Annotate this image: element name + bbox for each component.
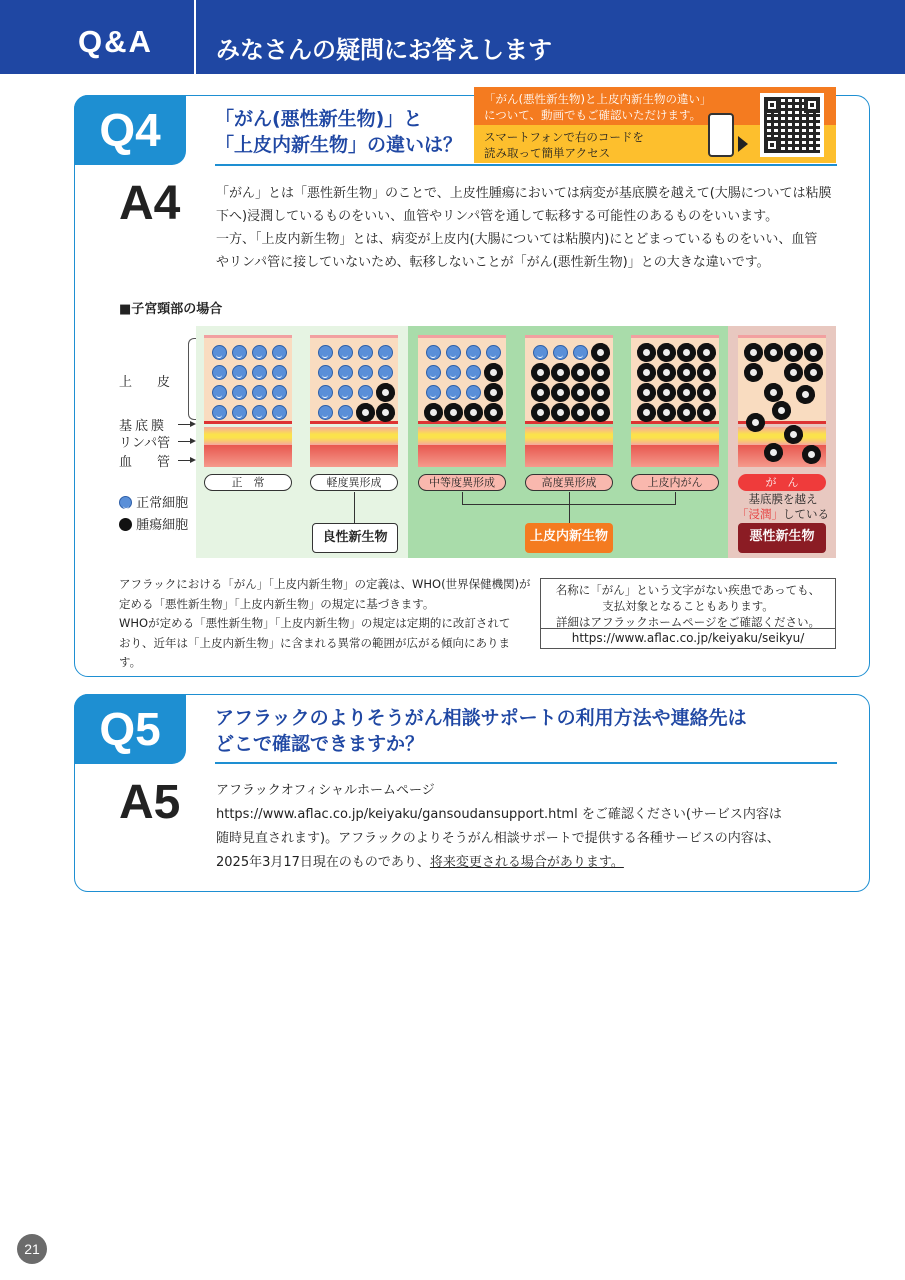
normal-cell-icon: [553, 345, 568, 360]
normal-cell-icon: [272, 365, 287, 380]
normal-cell-icon: [533, 345, 548, 360]
a4-label: A4: [119, 177, 181, 230]
normal-cell-icon: [272, 385, 287, 400]
q4-title-line1: 「がん(悪性新生物)」と: [215, 108, 423, 130]
invasion-line1: 基底膜を越え: [748, 492, 818, 506]
tumor-cell-icon: [748, 415, 763, 430]
q4-title-underline: [215, 164, 837, 166]
tumor-cell-icon: [786, 345, 801, 360]
note-line: 名称に「がん」という文字がない疾患であっても、: [555, 583, 821, 597]
normal-cell-icon: [466, 345, 481, 360]
tumor-cell-icon: [679, 385, 694, 400]
tumor-cell-icon: [378, 385, 393, 400]
normal-cell-icon: [252, 345, 267, 360]
legend-tumor-label: 腫瘍細胞: [136, 518, 189, 533]
qa-label: Q&A: [78, 24, 153, 59]
tumor-cell-icon: [426, 405, 441, 420]
stage-label: 中等度異形成: [418, 474, 506, 491]
tumor-cell-icon: [659, 405, 674, 420]
normal-cell-icon: [486, 345, 501, 360]
arrow-right-icon: [738, 136, 748, 152]
gansoudan-url-link[interactable]: https://www.aflac.co.jp/keiyaku/gansoudansupport.html をご確認ください(サービス内容は: [216, 807, 782, 822]
a5-line: 随時見直されます)。アフラックのよりそうがん相談サポートで提供する各種サービスの内容は、: [216, 831, 780, 846]
stage-label: が ん: [738, 474, 826, 491]
tumor-cell-icon: [639, 365, 654, 380]
note-line: アフラックにおける「がん」「上皮内新生物」の定義は、WHO(世界保健機関)が: [119, 577, 531, 591]
tumor-cell-icon: [446, 405, 461, 420]
normal-cell-icon: [318, 385, 333, 400]
stage-panel: [631, 335, 719, 467]
tumor-cell-icon: [639, 405, 654, 420]
payment-note-text: [541, 579, 835, 629]
normal-cell-icon: [358, 345, 373, 360]
q5-title-underline: [215, 762, 837, 764]
tumor-cell-icon: [593, 345, 608, 360]
tumor-cell-icon: [553, 365, 568, 380]
video-text: 「がん(悪性新生物)と上皮内新生物の違い」: [484, 92, 712, 106]
figure-title: ■子宮頸部の場合: [119, 302, 223, 317]
tumor-cell-icon: [659, 385, 674, 400]
a5-change-notice: 将来変更される場合があります。: [429, 855, 624, 870]
normal-cell-icon: [212, 385, 227, 400]
cervix-figure: [196, 326, 836, 558]
definition-note: [119, 575, 531, 673]
stage-label: 正 常: [204, 474, 292, 491]
tissue-layer: [418, 445, 506, 467]
normal-cell-icon: [466, 365, 481, 380]
page-header: [0, 0, 905, 74]
video-banner-bottom: [474, 125, 742, 163]
payment-note-box: [540, 578, 836, 649]
header-divider: [194, 0, 196, 74]
tumor-cell-icon: [553, 405, 568, 420]
normal-cell-icon: [272, 405, 287, 420]
normal-cell-icon: [466, 385, 481, 400]
tumor-cell-icon: [806, 345, 821, 360]
tumor-cell-icon: [766, 385, 781, 400]
tumor-cell-icon: [639, 345, 654, 360]
q4-title: [215, 106, 462, 158]
normal-cell-icon: [252, 365, 267, 380]
invasion-word: 「浸潤」: [737, 507, 783, 521]
normal-cell-icon: [318, 345, 333, 360]
q4-title-line2: 「上皮内新生物」の違いは？: [215, 134, 463, 156]
tumor-cell-icon: [699, 385, 714, 400]
tissue-layer: [310, 427, 398, 445]
q5-tab: Q5: [74, 694, 186, 764]
normal-cell-icon: [212, 405, 227, 420]
tumor-cell-icon: [699, 365, 714, 380]
tissue-layer: [204, 427, 292, 445]
video-text: 読み取って簡単アクセス: [484, 146, 611, 160]
tumor-cell-icon: [766, 445, 781, 460]
stage-label: 上皮内がん: [631, 474, 719, 491]
stage-panel: [204, 335, 292, 467]
normal-cell-icon: [378, 345, 393, 360]
connector-line: [462, 492, 463, 504]
arrow-right-icon: [178, 460, 194, 461]
stage-label: 軽度異形成: [310, 474, 398, 491]
q4-tab: Q4: [74, 95, 186, 165]
tumor-cell-icon: [593, 365, 608, 380]
normal-cell-icon: [446, 385, 461, 400]
normal-cell-icon: [252, 405, 267, 420]
tumor-cell-icon: [593, 385, 608, 400]
tissue-layer: [204, 421, 292, 424]
tumor-cell-icon: [699, 405, 714, 420]
qr-code[interactable]: [760, 93, 824, 157]
normal-cell-icon: [358, 365, 373, 380]
q5-title: [215, 705, 747, 757]
a4-line: 一方、「上皮内新生物」とは、病変が上皮内(大腸については粘膜内)にとどまっているものをいい、血管: [216, 232, 818, 247]
legend-normal-label: 正常細胞: [136, 496, 189, 511]
note-line: WHOが定める「悪性新生物」「上皮内新生物」の規定は定期的に改訂されて: [119, 616, 511, 630]
stage-panel: [525, 335, 613, 467]
stage-panel: [418, 335, 506, 467]
legend-tumor: [119, 514, 188, 533]
tumor-cell-icon: [806, 365, 821, 380]
video-banner-top: [474, 87, 742, 125]
qr-code-icon: [764, 97, 820, 153]
tumor-cell-icon: [679, 345, 694, 360]
group-intraepithelial-tag: 上皮内新生物: [525, 523, 613, 553]
a4-line: 「がん」とは「悪性新生物」のことで、上皮性腫瘍においては病変が基底膜を越えて(大腸については粘膜: [216, 186, 832, 201]
tumor-cell-icon: [593, 405, 608, 420]
normal-cell-icon: [232, 405, 247, 420]
a5-date-text: 2025年3月17日現在のものであり、: [216, 855, 430, 870]
tumor-cell-icon: [119, 518, 132, 531]
video-text: スマートフォンで右のコードを: [484, 130, 644, 144]
tumor-cell-icon: [766, 345, 781, 360]
tumor-cell-icon: [746, 345, 761, 360]
tumor-cell-icon: [786, 365, 801, 380]
smartphone-icon: [708, 113, 734, 157]
tumor-cell-icon: [798, 387, 813, 402]
tumor-cell-icon: [679, 405, 694, 420]
note-line: 詳細はアフラックホームページをご確認ください。: [555, 615, 821, 629]
normal-cell-icon: [232, 385, 247, 400]
legend-normal: [119, 492, 188, 511]
normal-cell-icon: [318, 405, 333, 420]
normal-cell-icon: [338, 405, 353, 420]
a4-body: [216, 182, 856, 274]
page-number: 21: [17, 1234, 47, 1264]
tumor-cell-icon: [533, 385, 548, 400]
tumor-cell-icon: [378, 405, 393, 420]
normal-cell-icon: [358, 385, 373, 400]
header-title: みなさんの疑問にお答えします: [216, 36, 552, 64]
tissue-layer: [631, 427, 719, 445]
invasion-suffix: している: [783, 507, 829, 521]
normal-cell-icon: [446, 345, 461, 360]
tumor-cell-icon: [533, 365, 548, 380]
tissue-layer: [631, 445, 719, 467]
tumor-cell-icon: [533, 405, 548, 420]
layer-label-lymph: リンパ管: [119, 436, 171, 451]
invasion-line2: [733, 507, 833, 522]
video-banner[interactable]: [474, 87, 836, 163]
tumor-cell-icon: [358, 405, 373, 420]
tumor-cell-icon: [573, 405, 588, 420]
normal-cell-icon: [426, 365, 441, 380]
a4-line: 下へ)浸潤しているものをいい、血管やリンパ管を通して転移する可能性のあるものをいいます。: [216, 209, 779, 224]
a5-line: [216, 851, 856, 875]
normal-cell-icon: [338, 345, 353, 360]
arrow-right-icon: [178, 441, 194, 442]
stage-label: 高度異形成: [525, 474, 613, 491]
note-line: 定める「悪性新生物」「上皮内新生物」の規定に基づきます。: [119, 596, 435, 611]
tumor-cell-icon: [553, 385, 568, 400]
tissue-layer: [525, 427, 613, 445]
epithelium-bracket: [188, 338, 196, 420]
normal-cell-icon: [212, 365, 227, 380]
connector-line: [354, 492, 355, 524]
tumor-cell-icon: [786, 427, 801, 442]
a4-line: やリンパ管に接していないため、転移しないことが「がん(悪性新生物)」との大きな違いです。: [216, 255, 770, 270]
normal-cell-icon: [573, 345, 588, 360]
tissue-layer: [310, 445, 398, 467]
a5-line: アフラックオフィシャルホームページ: [216, 783, 435, 798]
layer-label-basement-membrane: 基底膜: [119, 419, 168, 434]
a5-label: A5: [119, 776, 181, 829]
normal-cell-icon: [338, 385, 353, 400]
normal-cell-icon: [446, 365, 461, 380]
group-benign-tag: 良性新生物: [312, 523, 398, 553]
normal-cell-icon: [252, 385, 267, 400]
q5-box: [74, 694, 870, 892]
normal-cell-icon: [272, 345, 287, 360]
tumor-cell-icon: [486, 365, 501, 380]
tumor-cell-icon: [659, 365, 674, 380]
connector-line: [675, 492, 676, 504]
tumor-cell-icon: [573, 385, 588, 400]
group-malignant-tag: 悪性新生物: [738, 523, 826, 553]
tumor-cell-icon: [699, 345, 714, 360]
tissue-layer: [204, 445, 292, 467]
tumor-cell-icon: [486, 405, 501, 420]
connector-line: [462, 504, 676, 505]
tumor-cell-icon: [804, 447, 819, 462]
arrow-right-icon: [178, 424, 194, 425]
invasion-note: [733, 492, 833, 522]
connector-line: [569, 492, 570, 524]
q5-title-line1: アフラックのよりそうがん相談サポートの利用方法や連絡先は: [215, 707, 747, 729]
tumor-cell-icon: [679, 365, 694, 380]
layer-label-epithelium: 上 皮: [119, 375, 177, 390]
tissue-layer: [418, 427, 506, 445]
tumor-cell-icon: [774, 403, 789, 418]
tumor-cell-icon: [639, 385, 654, 400]
normal-cell-icon: [318, 365, 333, 380]
normal-cell-icon: [232, 365, 247, 380]
stage-panel: [310, 335, 398, 467]
tumor-cell-icon: [466, 405, 481, 420]
tumor-cell-icon: [659, 345, 674, 360]
normal-cell-icon: [232, 345, 247, 360]
tumor-cell-icon: [746, 365, 761, 380]
stage-panel: [738, 335, 826, 467]
layer-label-blood: 血 管: [119, 455, 177, 470]
q5-title-line2: どこで確認できますか？: [215, 733, 425, 755]
video-text: について、動画でもご確認いただけます。: [484, 108, 702, 122]
normal-cell-icon: [426, 345, 441, 360]
tumor-cell-icon: [573, 365, 588, 380]
normal-cell-icon: [378, 365, 393, 380]
normal-cell-icon: [426, 385, 441, 400]
note-line: 支払対象となることもあります。: [602, 599, 774, 613]
tumor-cell-icon: [486, 385, 501, 400]
normal-cell-icon: [212, 345, 227, 360]
normal-cell-icon: [119, 496, 132, 509]
tissue-layer: [525, 445, 613, 467]
a5-body: [216, 779, 856, 875]
normal-cell-icon: [338, 365, 353, 380]
note-line: おり、近年は「上皮内新生物」に含まれる異常の範囲が広がる傾向にあります。: [119, 635, 510, 669]
seikyu-url-link[interactable]: https://www.aflac.co.jp/keiyaku/seikyu/: [571, 631, 805, 645]
